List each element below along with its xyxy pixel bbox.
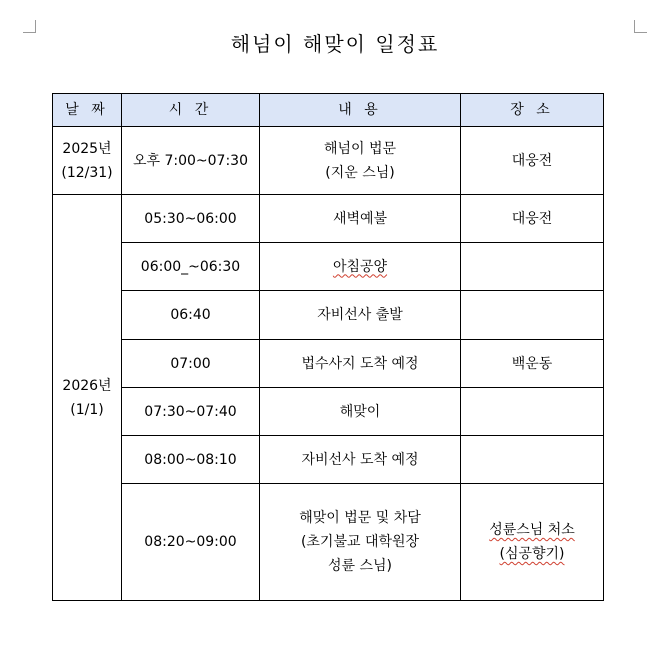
place-cell [461,291,604,340]
content-line: 성륜 스님) [327,558,392,574]
header-date: 날 짜 [53,94,122,127]
table-row [53,291,604,340]
content-cell [260,127,461,195]
table-row [53,484,604,601]
place-cell [461,388,604,436]
time-cell: 06:00_~06:30 [122,243,260,291]
place-line: 성륜스님 처소 [489,522,575,538]
date-cell [53,127,122,195]
time-cell: 05:30~06:00 [122,195,260,243]
header-time: 시 간 [122,94,260,127]
content-line: (지운 스님) [325,164,395,181]
date-year: 2026년 [62,377,112,394]
time-cell: 오후 7:00~07:30 [122,127,260,195]
time-cell: 06:40 [122,291,260,340]
header-place: 장 소 [461,94,604,127]
place-cell [461,436,604,484]
content-line: 법수사지 도착 예정 [301,355,419,372]
content-cell [260,291,461,340]
table-row [53,340,604,388]
table-row [53,243,604,291]
content-line: 해맞이 법문 및 차담 [299,510,421,526]
table-row [53,388,604,436]
content-line: 자비선사 출발 [317,307,403,323]
time-cell: 08:00~08:10 [122,436,260,484]
header-content: 내 용 [260,94,461,127]
content-line: 새벽예불 [332,210,388,227]
content-line: 해넘이 법문 [323,140,397,157]
place-cell [461,340,604,388]
content-cell [260,388,461,436]
content-cell [260,484,461,601]
date-cell [53,195,122,601]
place-line: 대웅전 [511,152,553,169]
place-line: 백운동 [511,355,553,372]
content-line: 자비선사 도착 예정 [301,451,419,468]
content-cell [260,340,461,388]
place-cell [461,195,604,243]
table-row [53,127,604,195]
content-cell [260,436,461,484]
content-line: 아침공양 [332,258,388,275]
content-line: 해맞이 [339,403,381,420]
time-cell: 08:20~09:00 [122,484,260,601]
table-row [53,195,604,243]
date-day: (1/1) [70,401,104,418]
table-row [53,436,604,484]
place-line: 대웅전 [511,210,553,227]
content-cell [260,243,461,291]
date-year: 2025년 [62,140,112,157]
date-day: (12/31) [61,164,113,181]
schedule-table [52,93,604,601]
table-header-row [53,94,604,127]
content-cell [260,195,461,243]
place-line: (심공향기) [499,546,565,562]
document-title: 해넘이 해맞이 일정표 [230,32,440,56]
content-line: (초기불교 대학원장 [300,534,420,550]
time-cell: 07:30~07:40 [122,388,260,436]
place-cell [461,243,604,291]
time-cell: 07:00 [122,340,260,388]
place-cell [461,127,604,195]
place-cell [461,484,604,601]
